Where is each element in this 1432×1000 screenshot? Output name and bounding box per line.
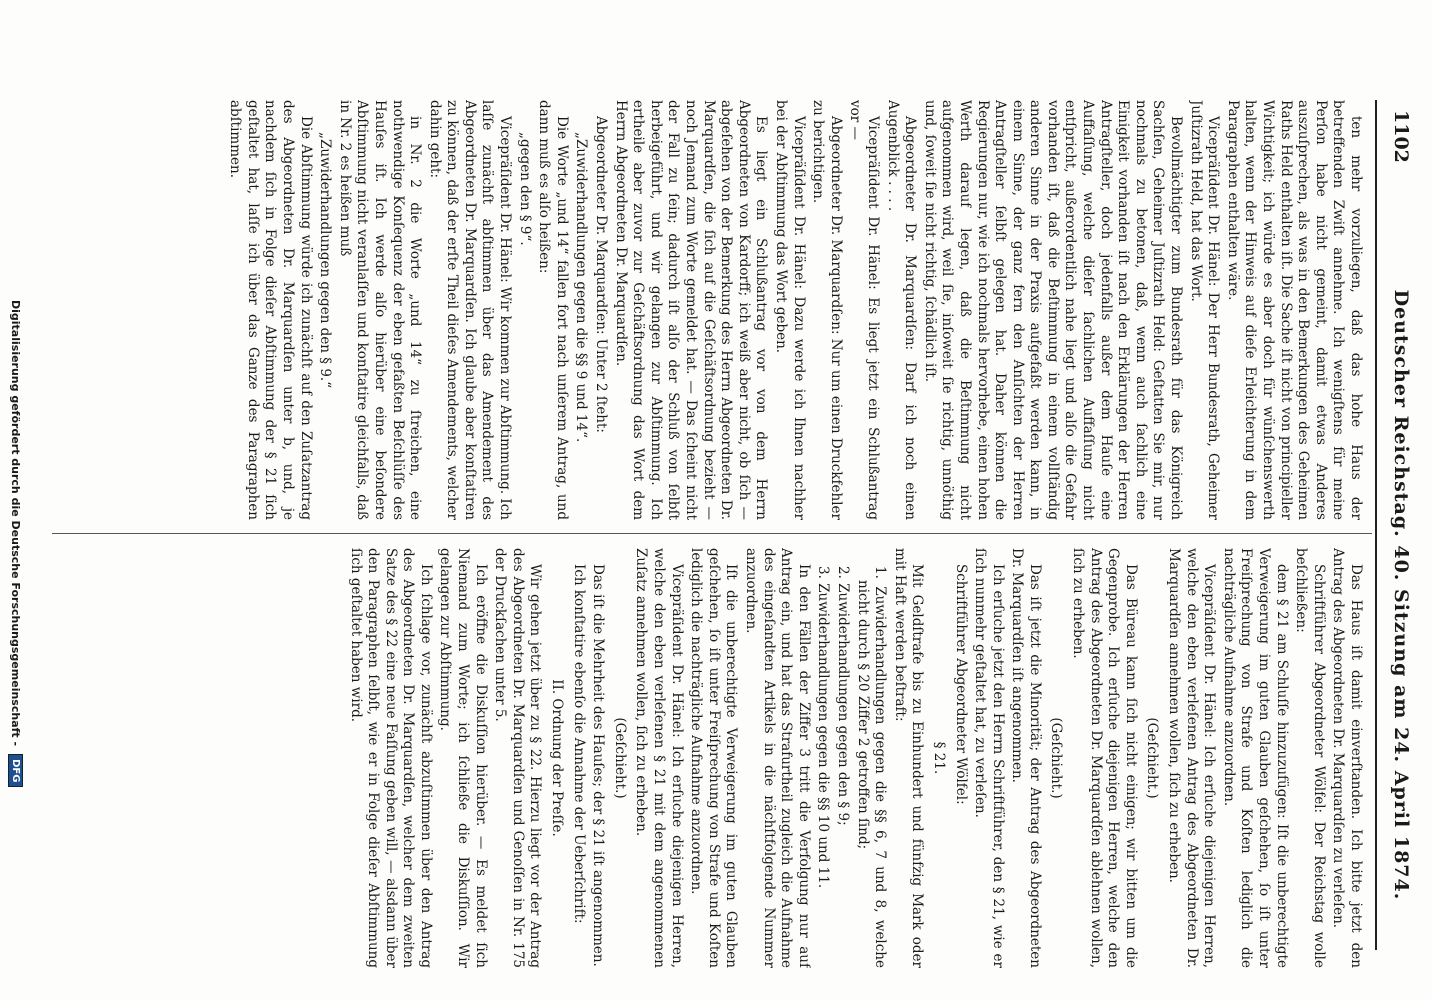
paragraph: Das iſt jetzt die Minorität; der Antrag des Abgeordneten Dr. Marquardſen iſt angenommen. xyxy=(1009,548,1043,968)
page-header xyxy=(1372,0,1432,1000)
paragraph: „gegen den § 9“. xyxy=(516,132,533,246)
paragraph: Vicepräſident Dr. Hänel: Der Herr Bundesrath, Geheimer Juſtizrath Held, hat das Wort. xyxy=(1187,100,1222,520)
paragraph: Die Worte „und 14“ fallen fort nach unſerem Antrag, und dann muß es alſo heißen: xyxy=(536,100,570,520)
paragraph: Ich konſtatire ebenſo die Annahme der Ueberſchrift: xyxy=(570,564,587,924)
paragraph: Bevollmächtigter zum Bundesrath für das Königreich Sachſen, Geheimer Juſtizrath Held: Geſtatten Sie mir, nur nochmals zu betonen, daß, wenn auch ſachlich eine Einigkeit vorhanden iſt nach den Erklärungen der Herren Antragſteller, doch jedenfalls außer dem Hauſe eine Auffaſſung, welche dieſer ſachlichen Auffaſſung nicht entſpricht, außerordentlich nahe liegt und alſo die Gefahr vorhanden iſt, daß die Beſtimmung in einem vollſtändig anderen Sinne in der Praxis aufgefaßt werden kann, in einem Sinne, der ganz fern den Anſichten der Herren Antragſteller ſelbſt gelegen hat. Daher können die Regierungen nur, wie ich nochmals hervorhebe, einen hohen Werth darauf legen, daß die Beſtimmung nicht aufgenommen wird, weil ſie, inſoweit ſie richtig, unnöthig und, ſoweit ſie nicht richtig, ſchädlich iſt. xyxy=(921,100,1185,520)
paragraph: Das iſt die Mehrheit des Hauſes; der § 21 iſt angenommen. xyxy=(590,564,607,967)
paragraph: § 21. xyxy=(930,741,947,775)
left-column xyxy=(62,100,1364,520)
paragraph: Mit Geldſtrafe bis zu Einhundert und fünfzig Mark oder mit Haft werden beſtraft: xyxy=(891,548,926,968)
paragraph: Wir gehen jetzt über zu § 22. Hierzu liegt vor der Antrag des Abgeordneten Dr. Marquardſen und Genoſſen in Nr. 175 der Druckſachen unter 5. xyxy=(492,548,544,968)
dfg-logo: DFG xyxy=(8,754,23,787)
paragraph: ten mehr vorzuliegen, daß das hohe Haus der betreffenden Zwiſt annehme. Ich wenigſtens für meine Perſon habe nicht gemeint, damit etwas Anderes auszuſprechen, als was in den Bemerkungen des Geheimen Raths Held enthalten iſt. Die Sache iſt nicht von principieller Wichtigkeit; ich würde es aber doch für wünſchenswerth halten, wenn der Hinweis auf dieſe Erleichterung in dem Paragraphen enthalten wäre. xyxy=(1224,100,1364,520)
paragraph: „Zuwiderhandlungen gegen die §§ 9 und 14“. xyxy=(573,132,590,443)
paragraph: Es liegt ein Schlußantrag vor von dem Herrn Abgeordneten von Kardorff; ich weiß aber nicht, ob ſich — abgeſehen von der Bemerkung des Herrn Abgeordneten Dr. Marquardſen, die ſich auf die Geſchäftsordnung bezieht — noch Jemand zum Worte gemeldet hat. — Das ſcheint nicht der Fall zu ſein; dadurch iſt alſo der Schluß von ſelbſt herbeigeführt, und wir gelangen zur Abſtimmung. Ich ertheile aber zuvor zur Geſchäftsordnung das Wort dem Herrn Abgeordneten Dr. Marquardſen. xyxy=(612,100,770,520)
paragraph: In den Fällen der Ziffer 3 tritt die Verfolgung nur auf Antrag ein, und hat das Strafurtheil zugleich die Aufnahme des eingeſandten Artikels in die nächſtfolgende Nummer anzuordnen. xyxy=(743,548,812,968)
paragraph: Abgeordneter Dr. Marquardſen: Unter 2 ſteht: xyxy=(593,116,610,433)
paragraph: Vicepräſident Dr. Hänel: Wir kommen zur Abſtimmung. Ich laſſe zunächſt abſtimmen über das Amendement des Abgeordneten Dr. Marquardſen. Ich glaube aber konſtatiren zu können, daß der erſte Theil dieſes Amendements, welcher dahin geht: xyxy=(426,100,514,520)
paragraph: Die Abſtimmung würde ich zunächſt auf den Zuſatzantrag des Abgeordneten Dr. Marquardſen unter b, und, je nachdem ſich in Folge dieſer Abſtimmung der § 21 ſich geſtaltet hat, laſſe ich über das Ganze des Paragraphen abſtimmen. xyxy=(227,100,314,520)
paragraph: Ich erſuche jetzt den Herrn Schriftführer, den § 21, wie er ſich nunmehr geſtaltet hat, zu verleſen. xyxy=(972,548,1006,968)
paragraph: Iſt die unberechtigte Verweigerung im guten Glauben geſchehen, ſo iſt unter Freiſprechung von Strafe und Koſten lediglich die nachträgliche Aufnahme anzuordnen. xyxy=(688,548,740,968)
column-divider xyxy=(52,533,1372,534)
paragraph: Ich ſchlage vor, zunächſt abzuſtimmen über den Antrag des Abgeordneten Dr. Marquardſen, welcher dem zweiten Satze des § 22 eine neue Faſſung geben will, — alsdann über den Paragraphen ſelbſt, wie er in Folge dieſer Abſtimmung ſich geſtaltet haben wird. xyxy=(347,548,434,968)
paragraph: Vicepräſident Dr. Hänel: Es liegt jetzt ein Schlußantrag vor — xyxy=(847,100,881,520)
credit-text: Digitalisierung gefördert durch die Deutsche Forschungsgemeinschaft - xyxy=(9,300,22,747)
paragraph: Schriftführer Abgeordneter Wölfel: Der Reichstag wolle beſchließen: xyxy=(1293,548,1327,968)
paragraph: 2. Zuwiderhandlungen gegen den § 9; xyxy=(834,566,851,826)
paragraph: Abgeordneter Dr. Marquardſen: Nur um einen Druckfehler zu berichtigen. xyxy=(810,100,844,520)
right-column xyxy=(62,548,1364,968)
header-rule xyxy=(1375,100,1377,950)
paragraph: dem § 21 am Schluſſe hinzuzufügen: Iſt die unberechtigte Verweigerung im guten Glauben geſchehen, ſo iſt unter Freiſprechung von Strafe und Koſten lediglich die nachträgliche Aufnahme anzuordnen. xyxy=(1220,548,1290,968)
paragraph: 1. Zuwiderhandlungen gegen die §§ 6, 7 und 8, welche nicht durch § 20 Ziffer 2 getroffen ſind; xyxy=(854,566,889,968)
paragraph: Ich eröffne die Diskuſſion hierüber. — Es meldet ſich Niemand zum Worte; ich ſchließe die Diskuſſion. Wir gelangen zur Abſtimmung. xyxy=(437,548,489,968)
paragraph: 3. Zuwiderhandlungen gegen die §§ 10 und 11. xyxy=(815,566,832,889)
paragraph: in Nr. 2 die Worte „und 14“ zu ſtreichen, eine nothwendige Konſequenz der eben gefaßten Beſchlüſſe des Hauſes iſt. Ich werde alſo hierüber eine beſondere Abſtimmung nicht veranlaſſen und konſtatire gleichfalls, daß in Nr. 2 es heißen muß xyxy=(336,100,424,520)
paragraph: Das Haus iſt damit einverſtanden. Ich bitte jetzt den Antrag des Abgeordneten Dr. Marquardſen zu verleſen. xyxy=(1330,548,1364,968)
paragraph: II. Ordnung der Preſſe. xyxy=(549,679,566,837)
paragraph: Schriftführer Abgeordneter Wölfel: xyxy=(952,564,969,805)
paragraph: Vicepräſident Dr. Hänel: Ich erſuche diejenigen Herren, welche den eben verleſenen Antrag des Abgeordneten Dr. Marquardſen annehmen wollen, ſich zu erheben. xyxy=(1166,548,1218,968)
digitization-credit xyxy=(8,300,23,970)
paragraph: (Geſchieht.) xyxy=(1144,717,1161,799)
paragraph: Vicepräſident Dr. Hänel: Ich erſuche diejenigen Herren, welche den eben verleſenen § 21 mit dem angenommenen Zuſatz annehmen wollen, ſich zu erheben. xyxy=(633,548,685,968)
paragraph: Vicepräſident Dr. Hänel: Dazu werde ich Ihnen nachher bei der Abſtimmung das Wort geben. xyxy=(773,100,807,520)
page-number: 1102 xyxy=(1390,110,1412,163)
paragraph: „Zuwiderhandlungen gegen den § 9.“ xyxy=(317,132,334,389)
paragraph: Das Büreau kann ſich nicht einigen; wir bitten um die Gegenprobe. Ich erſuche diejenigen Herren, welche den Antrag des Abgeordneten Dr. Marquardſen ablehnen wollen, ſich zu erheben. xyxy=(1070,548,1139,968)
running-title: Deutscher Reichstag. 40. Sitzung am 24. April 1874. xyxy=(1390,289,1412,901)
paragraph: Abgeordneter Dr. Marquardſen: Darf ich noch einen Augenblick . . . . xyxy=(884,100,919,520)
paragraph: (Geſchieht.) xyxy=(611,717,628,799)
paragraph: (Geſchieht.) xyxy=(1048,717,1065,799)
